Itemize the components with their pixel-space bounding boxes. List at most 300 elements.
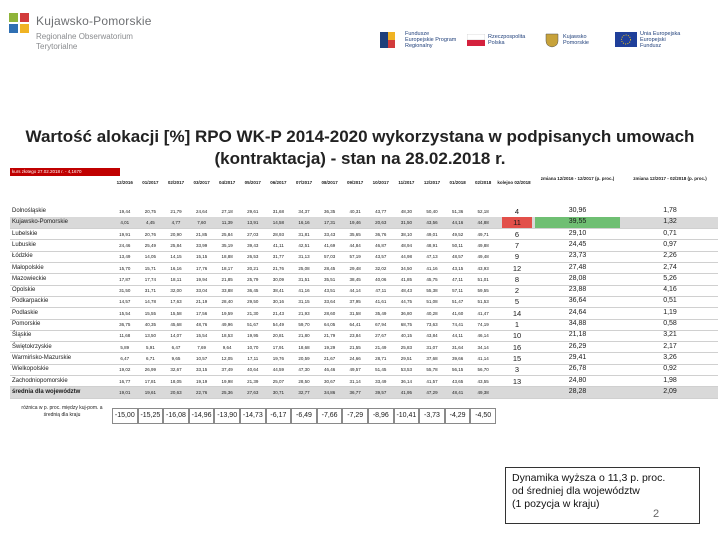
column-header: 11/2017 bbox=[398, 180, 415, 185]
table-cell: 31,81 bbox=[298, 231, 310, 237]
change-2016-2017-cell: 39,55 bbox=[568, 218, 587, 226]
table-cell: 47,29 bbox=[426, 389, 438, 395]
table-cell: 6,47 bbox=[171, 344, 181, 350]
table-cell: 27,63 bbox=[247, 389, 259, 395]
table-cell: 51,47 bbox=[451, 299, 464, 305]
table-cell: 17,31 bbox=[323, 220, 336, 226]
table-cell: 67,94 bbox=[375, 322, 387, 327]
table-cell: 27,18 bbox=[221, 209, 233, 214]
column-header: 02/2017 bbox=[167, 180, 185, 185]
table-cell: 51,53 bbox=[477, 299, 489, 305]
table-cell: 25,49 bbox=[144, 242, 157, 248]
table-cell: 7,69 bbox=[197, 344, 206, 350]
table-cell: 40,28 bbox=[426, 310, 438, 316]
table-cell: 5,91 bbox=[146, 344, 155, 350]
table-cell: 28,60 bbox=[323, 310, 336, 316]
table-cell: 21,19 bbox=[195, 299, 208, 305]
table-cell: 29,61 bbox=[247, 209, 259, 214]
change-2017-2018-cell: 0,51 bbox=[663, 297, 677, 305]
table-cell: 35,51 bbox=[323, 276, 336, 282]
table-cell: 16,77 bbox=[119, 378, 131, 384]
table-cell: 19,98 bbox=[221, 378, 233, 384]
region-name: Opolskie bbox=[12, 287, 36, 294]
table-cell: 19,95 bbox=[247, 333, 259, 339]
change-2016-2017-cell: 23,88 bbox=[568, 286, 587, 294]
table-cell: 20,63 bbox=[375, 220, 387, 226]
table-cell: 59,70 bbox=[298, 322, 310, 327]
table-cell: 36,75 bbox=[119, 322, 131, 327]
table-cell: 38,45 bbox=[349, 276, 361, 282]
table-cell: 38,41 bbox=[272, 288, 285, 294]
table-cell: 44,88 bbox=[477, 220, 489, 226]
change-2016-2017-cell: 29,41 bbox=[568, 353, 587, 361]
table-cell: 41,61 bbox=[375, 299, 387, 305]
title-line-2: (kontraktacja) - stan na 28.02.2018 r. bbox=[214, 149, 506, 168]
table-cell: 4,01 bbox=[120, 220, 130, 226]
table-cell: 43,15 bbox=[451, 265, 464, 271]
region-coat-icon bbox=[544, 32, 560, 48]
table-cell: 19,76 bbox=[272, 355, 285, 361]
table-cell: 48,41 bbox=[451, 389, 464, 395]
region-text: Kujawsko Pomorskie bbox=[563, 33, 589, 46]
table-cell: 41,95 bbox=[400, 389, 413, 395]
table-cell: 28,40 bbox=[221, 299, 233, 305]
table-cell: 34,37 bbox=[298, 209, 310, 214]
table-cell: 19,46 bbox=[349, 220, 361, 226]
difference-cell: -6,49 bbox=[291, 408, 317, 424]
difference-cell: -8,96 bbox=[368, 408, 394, 424]
table-cell: 44,98 bbox=[400, 254, 413, 260]
rank-cell: 13 bbox=[512, 376, 522, 386]
table-cell: 36,45 bbox=[247, 288, 259, 294]
table-cell: 19,02 bbox=[119, 367, 131, 373]
table-cell: 55,38 bbox=[426, 288, 438, 294]
table-cell: 74,41 bbox=[451, 322, 464, 327]
table-cell: 33,64 bbox=[323, 299, 336, 305]
table-cell: 30,71 bbox=[272, 389, 285, 395]
change-2016-2017-cell: 23,73 bbox=[568, 252, 587, 260]
table-cell: 28,93 bbox=[272, 231, 285, 237]
region-name: Zachodniopomorskie bbox=[12, 377, 68, 384]
table-cell: 9,64 bbox=[222, 344, 232, 350]
rank-cell: 12 bbox=[512, 263, 522, 273]
table-cell: 35,49 bbox=[375, 310, 387, 316]
table-cell: 50,40 bbox=[426, 209, 438, 214]
table-cell: 31,15 bbox=[298, 299, 310, 305]
table-cell: 34,50 bbox=[400, 265, 413, 271]
change-2017-2018-cell: 3,21 bbox=[663, 331, 677, 339]
table-cell: 17,56 bbox=[195, 310, 208, 316]
table-cell: 5,89 bbox=[120, 344, 130, 350]
table-cell: 35,19 bbox=[221, 242, 233, 248]
row-divider bbox=[10, 398, 718, 399]
rank-cell: 9 bbox=[514, 252, 520, 262]
table-cell: 19,01 bbox=[119, 389, 131, 395]
table-cell: 31,58 bbox=[349, 310, 361, 316]
table-cell: 15,71 bbox=[144, 265, 157, 271]
table-cell: 13,91 bbox=[247, 220, 259, 226]
column-header: zmiana 12/2017 - 02/2018 (p. proc.) bbox=[633, 176, 707, 181]
table-cell: 36,14 bbox=[400, 378, 413, 384]
poland-logo bbox=[467, 34, 534, 46]
rank-cell: 10 bbox=[512, 331, 522, 341]
change-2017-2018-cell: 0,92 bbox=[663, 365, 677, 373]
table-cell: 52,18 bbox=[477, 209, 489, 214]
table-cell: 22,76 bbox=[195, 389, 208, 395]
table-cell: 9,65 bbox=[171, 355, 181, 361]
table-cell: 24,66 bbox=[349, 355, 361, 361]
change-2016-2017-cell: 34,88 bbox=[568, 320, 587, 327]
change-2016-2017-cell: 27,48 bbox=[568, 263, 587, 271]
region-name: Lubelskie bbox=[12, 230, 38, 237]
table-cell: 27,67 bbox=[375, 333, 387, 339]
table-cell: 31,64 bbox=[451, 344, 464, 350]
table-cell: 36,76 bbox=[375, 231, 387, 237]
table-cell: 24,46 bbox=[119, 242, 131, 248]
difference-cell: -15,00 bbox=[112, 408, 138, 424]
table-cell: 44,75 bbox=[400, 299, 413, 305]
table-cell: 21,39 bbox=[247, 378, 259, 384]
region-name: Dolnośląskie bbox=[12, 208, 47, 214]
exchange-rate-note: kurs złotego 27.02.2018 r. - 4,1670 bbox=[10, 168, 120, 176]
page-number: 2 bbox=[653, 508, 660, 520]
table-cell: 21,80 bbox=[298, 333, 310, 339]
table-cell: 33,49 bbox=[375, 378, 387, 384]
table-cell: 25,07 bbox=[272, 378, 285, 384]
table-cell: 20,76 bbox=[144, 231, 157, 237]
table-cell: 21,85 bbox=[221, 276, 233, 282]
rank-cell: 14 bbox=[512, 308, 522, 318]
region-logo-icon bbox=[8, 12, 30, 34]
table-cell: 32,02 bbox=[375, 265, 387, 271]
table-cell: 36,80 bbox=[400, 310, 413, 316]
table-cell: 28,71 bbox=[375, 355, 387, 361]
table-cell: 31,51 bbox=[298, 276, 310, 282]
table-cell: 13,49 bbox=[119, 254, 131, 260]
table-cell: 14,57 bbox=[119, 299, 131, 305]
table-cell: 18,53 bbox=[221, 333, 233, 339]
change-2016-2017-cell: 28,08 bbox=[568, 274, 587, 282]
change-2017-2018-cell: 0,58 bbox=[663, 320, 677, 327]
table-cell: 55,78 bbox=[426, 367, 438, 373]
table-cell: 43,65 bbox=[451, 378, 464, 384]
logo-sub2: Terytorialne bbox=[36, 42, 78, 51]
table-cell: 15,70 bbox=[119, 265, 131, 271]
difference-cell: -10,41 bbox=[394, 408, 420, 424]
table-cell: 17,11 bbox=[247, 355, 259, 361]
column-header: 06/2017 bbox=[270, 180, 287, 185]
table-cell: 19,19 bbox=[195, 378, 208, 384]
table-cell: 30,16 bbox=[272, 299, 285, 305]
change-2016-2017-cell: 30,96 bbox=[568, 207, 587, 214]
table-cell: 51,67 bbox=[247, 322, 259, 327]
change-2017-2018-cell: 4,16 bbox=[663, 286, 677, 294]
difference-cell: -14,96 bbox=[189, 408, 215, 424]
table-cell: 16,16 bbox=[170, 265, 182, 271]
region-name: Warmińsko-Mazurskie bbox=[12, 354, 72, 361]
difference-cell: -3,73 bbox=[419, 408, 445, 424]
column-header: zmiana 12/2016 - 12/2017 (p. proc.) bbox=[540, 176, 615, 181]
region-name: Lubuskie bbox=[12, 241, 37, 248]
table-cell: 43,57 bbox=[375, 254, 387, 260]
rank-cell: 7 bbox=[514, 240, 520, 250]
table-cell: 31,07 bbox=[426, 344, 438, 350]
change-2017-2018-cell: 3,26 bbox=[663, 353, 677, 361]
region-name: Małopolskie bbox=[12, 264, 44, 271]
difference-cell: -16,08 bbox=[163, 408, 189, 424]
table-cell: 10,70 bbox=[247, 344, 259, 350]
table-cell: 33,99 bbox=[195, 242, 208, 248]
table-cell: 15,55 bbox=[144, 310, 157, 316]
change-2017-2018-cell: 2,09 bbox=[663, 387, 677, 395]
column-header: 05/2017 bbox=[244, 180, 261, 185]
logo-sub1: Regionalne Obserwatorium bbox=[36, 32, 133, 41]
callout-line-3: (1 pozycja w kraju) bbox=[512, 498, 600, 510]
table-cell: 28,45 bbox=[323, 265, 336, 271]
rank-cell: 4 bbox=[514, 207, 520, 216]
page-title bbox=[0, 126, 720, 170]
change-2017-2018-cell: 1,32 bbox=[663, 218, 677, 226]
table-cell: 25,83 bbox=[400, 344, 413, 350]
table-cell: 51,45 bbox=[375, 367, 387, 373]
table-cell: 29,51 bbox=[400, 355, 413, 361]
table-cell: 41,47 bbox=[477, 310, 489, 316]
table-cell: 40,64 bbox=[247, 367, 259, 373]
table-cell: 39,66 bbox=[451, 355, 464, 361]
difference-cell: -13,90 bbox=[214, 408, 240, 424]
region-name: Pomorskie bbox=[12, 321, 41, 327]
eu-funds-text: Fundusze Europejskie Program Regionalny bbox=[405, 30, 457, 50]
table-cell: 49,96 bbox=[221, 322, 233, 327]
rank-cell: 11 bbox=[513, 218, 521, 228]
table-cell: 48,94 bbox=[400, 242, 413, 248]
table-cell: 25,36 bbox=[221, 389, 233, 395]
table-cell: 20,90 bbox=[170, 231, 182, 237]
table-cell: 18,68 bbox=[298, 344, 310, 350]
table-cell: 47,11 bbox=[452, 276, 464, 282]
region-name: Świętokrzyskie bbox=[12, 343, 52, 350]
change-2016-2017-cell: 26,29 bbox=[568, 342, 587, 350]
table-cell: 14,15 bbox=[170, 254, 182, 260]
table-cell: 14,78 bbox=[144, 299, 157, 305]
table-cell: 25,84 bbox=[170, 242, 182, 248]
change-2017-2018-cell: 1,19 bbox=[663, 308, 677, 316]
table-cell: 20,59 bbox=[298, 355, 310, 361]
table-cell: 39,57 bbox=[375, 389, 387, 395]
table-cell: 15,58 bbox=[170, 310, 182, 316]
table-cell: 49,57 bbox=[349, 367, 361, 373]
table-cell: 18,17 bbox=[221, 265, 233, 271]
change-2017-2018-cell: 2,26 bbox=[663, 252, 677, 260]
table-cell: 46,87 bbox=[375, 242, 387, 248]
table-cell: 34,86 bbox=[323, 389, 336, 395]
table-cell: 17,74 bbox=[144, 276, 157, 282]
eu-logo-strip bbox=[380, 28, 716, 52]
change-2017-2018-cell: 2,17 bbox=[663, 342, 677, 350]
table-cell: 44,11 bbox=[452, 333, 464, 339]
column-header: 07/2017 bbox=[295, 180, 313, 185]
difference-cell: -7,29 bbox=[342, 408, 368, 424]
table-cell: 29,48 bbox=[349, 265, 361, 271]
change-2017-2018-cell: 0,97 bbox=[663, 240, 677, 248]
table-cell: 31,68 bbox=[272, 209, 285, 214]
rank-cell: 6 bbox=[514, 229, 520, 239]
difference-cell: -14,73 bbox=[240, 408, 266, 424]
table-cell: 40,15 bbox=[400, 333, 413, 339]
region-name: Podlaskie bbox=[12, 309, 39, 316]
table-cell: 37,95 bbox=[349, 299, 361, 305]
rank-cell: 16 bbox=[512, 342, 522, 352]
poland-text: Rzeczpospolita Polska bbox=[488, 33, 526, 46]
table-cell: 41,11 bbox=[272, 242, 284, 248]
table-cell: 41,14 bbox=[477, 355, 489, 361]
table-cell: 43,56 bbox=[426, 220, 438, 226]
change-2016-2017-cell: 24,45 bbox=[568, 240, 587, 248]
change-2016-2017-cell: 28,28 bbox=[568, 387, 587, 395]
region-name: Śląskie bbox=[12, 332, 32, 339]
table-cell: 48,57 bbox=[451, 254, 464, 260]
table-cell: 4,45 bbox=[146, 220, 155, 226]
table-cell: 21,49 bbox=[375, 344, 387, 350]
table-cell: 37,68 bbox=[426, 355, 438, 361]
table-cell: 64,41 bbox=[349, 322, 361, 327]
table-cell: 30,09 bbox=[272, 276, 285, 282]
table-cell: 21,55 bbox=[349, 344, 361, 350]
table-cell: 49,71 bbox=[477, 231, 489, 237]
region-name: Wielkopolskie bbox=[12, 366, 49, 373]
change-2017-2018-cell: 2,74 bbox=[663, 263, 677, 271]
table-cell: 21,79 bbox=[323, 333, 336, 339]
table-cell: 17,81 bbox=[144, 378, 157, 384]
table-cell: 25,79 bbox=[247, 276, 259, 282]
table-cell: 57,11 bbox=[452, 288, 464, 294]
table-cell: 57,19 bbox=[349, 254, 361, 260]
table-cell: 20,63 bbox=[170, 389, 182, 395]
table-cell: 49,88 bbox=[477, 242, 489, 248]
callout-line-2: od średniej dla województw bbox=[512, 485, 640, 497]
table-cell: 41,69 bbox=[323, 242, 336, 248]
table-cell: 10,57 bbox=[195, 355, 208, 361]
table-cell: 15,54 bbox=[195, 333, 208, 339]
table-cell: 50,11 bbox=[452, 242, 464, 248]
table-cell: 20,75 bbox=[144, 209, 157, 214]
table-cell: 26,99 bbox=[144, 367, 157, 373]
table-cell: 20,81 bbox=[272, 333, 285, 339]
column-header: 04/2017 bbox=[219, 180, 236, 185]
table-cell: 51,01 bbox=[477, 276, 489, 282]
change-2016-2017-cell: 36,64 bbox=[568, 297, 587, 305]
rank-cell: 2 bbox=[514, 286, 520, 296]
table-cell: 27,03 bbox=[247, 231, 259, 237]
table-cell: 31,14 bbox=[349, 378, 361, 384]
difference-cell: -15,25 bbox=[138, 408, 164, 424]
table-cell: 25,84 bbox=[221, 231, 233, 237]
table-cell: 17,76 bbox=[195, 265, 208, 271]
table-cell: 49,48 bbox=[477, 254, 489, 260]
table-cell: 23,84 bbox=[349, 333, 361, 339]
table-cell: 45,75 bbox=[426, 276, 438, 282]
column-header: 03/2017 bbox=[193, 180, 210, 185]
table-cell: 18,88 bbox=[221, 254, 233, 260]
table-cell: 19,94 bbox=[195, 276, 208, 282]
column-header: 12/2016 bbox=[116, 180, 133, 185]
rank-cell: 1 bbox=[514, 320, 520, 329]
table-cell: 54,49 bbox=[272, 322, 285, 327]
difference-label: różnica w p. proc. między kuj-pom. a średnią dla kraju bbox=[21, 405, 103, 418]
difference-cell: -7,66 bbox=[317, 408, 343, 424]
table-cell: 36,35 bbox=[323, 209, 336, 214]
difference-cell: -4,50 bbox=[470, 408, 496, 424]
table-cell: 53,53 bbox=[400, 367, 413, 373]
table-cell: 32,67 bbox=[170, 367, 182, 373]
table-cell: 41,16 bbox=[298, 288, 310, 294]
region-name: średnia dla województw bbox=[12, 388, 81, 395]
table-cell: 46,46 bbox=[323, 367, 336, 373]
table-cell: 31,13 bbox=[298, 254, 310, 260]
title-line-1: Wartość alokacji [%] RPO WK-P 2014-2020 wykorzystana w podpisanych umowach bbox=[25, 127, 695, 146]
table-cell: 37,49 bbox=[221, 367, 233, 373]
change-2016-2017-cell: 29,10 bbox=[568, 229, 587, 237]
table-cell: 48,76 bbox=[195, 322, 208, 327]
table-cell: 17,91 bbox=[272, 344, 285, 350]
poland-flag-icon bbox=[467, 34, 485, 46]
table-cell: 12,05 bbox=[221, 355, 233, 361]
table-cell: 40,35 bbox=[144, 322, 157, 327]
table-cell: 31,50 bbox=[400, 220, 413, 226]
table-cell: 13,50 bbox=[144, 333, 157, 339]
table-cell: 38,10 bbox=[400, 231, 413, 237]
table-cell: 64,05 bbox=[323, 322, 336, 327]
region-name: Podkarpackie bbox=[12, 298, 49, 305]
table-cell: 41,60 bbox=[451, 310, 464, 316]
table-cell: 49,01 bbox=[426, 231, 438, 237]
table-cell: 16,16 bbox=[298, 220, 310, 226]
table-cell: 14,05 bbox=[144, 254, 157, 260]
rank-cell: 3 bbox=[514, 365, 520, 375]
table-cell: 17,87 bbox=[119, 276, 131, 282]
table-cell: 36,77 bbox=[349, 389, 361, 395]
table-cell: 43,77 bbox=[375, 209, 387, 214]
column-header: 01/2018 bbox=[449, 180, 466, 185]
change-2016-2017-cell: 24,64 bbox=[568, 308, 587, 316]
table-cell: 41,85 bbox=[400, 276, 413, 282]
table-cell: 18,11 bbox=[170, 276, 182, 282]
dynamics-callout bbox=[505, 467, 700, 524]
table-cell: 21,85 bbox=[195, 231, 208, 237]
change-2017-2018-cell: 5,26 bbox=[663, 274, 677, 282]
table-cell: 40,06 bbox=[375, 276, 387, 282]
table-cell: 28,50 bbox=[298, 378, 310, 384]
change-2016-2017-cell: 21,18 bbox=[568, 331, 587, 339]
difference-cell: -6,17 bbox=[266, 408, 292, 424]
table-cell: 33,43 bbox=[323, 231, 336, 237]
eu-flag-icon bbox=[615, 32, 637, 47]
table-cell: 19,91 bbox=[119, 231, 131, 237]
table-cell: 17,63 bbox=[170, 299, 182, 305]
table-cell: 24,64 bbox=[195, 209, 208, 214]
rank-cell: 5 bbox=[514, 297, 520, 307]
region-name: Łódzkie bbox=[12, 253, 33, 260]
table-cell: 57,03 bbox=[323, 254, 336, 260]
region-name: Mazowieckie bbox=[12, 275, 47, 282]
column-header: kolejno 02/2018 bbox=[497, 180, 531, 185]
table-cell: 7,60 bbox=[197, 220, 206, 226]
table-cell: 19,29 bbox=[323, 344, 336, 350]
table-cell: 31,50 bbox=[119, 288, 131, 294]
table-cell: 48,30 bbox=[400, 209, 413, 214]
table-cell: 47,30 bbox=[298, 367, 310, 373]
change-2016-2017-cell: 26,78 bbox=[568, 365, 587, 373]
